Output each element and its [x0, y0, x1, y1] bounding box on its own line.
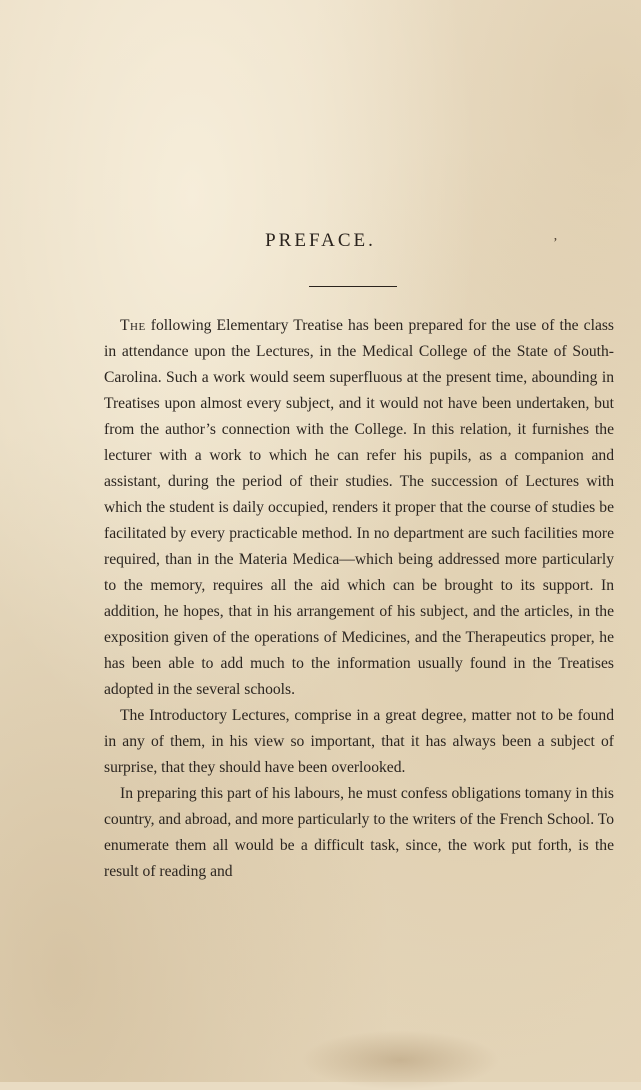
- paragraph-3-text: In preparing this part of his labours, he must confess obligations tomany in this country, and abroad, and more particularly to the writers of the French School. To enumerate them all would be a difficult task, since, the work put forth, is the result of reading and: [104, 785, 614, 880]
- paragraph-1-text: following Elementary Treatise has been prepared for the use of the class in attendance upon the Lectures, in the Medical College of the State of South-Carolina. Such a work would seem superfluous at the present time, abounding in Treatises upon almost every subject, and it would not have been undertaken, but from the author’s connection with the College. In this relation, it furnishes the lecturer with a work to which he can refer his pupils, as a companion and assistant, during the period of their studies. The succession of Lectures with which the student is daily occupied, renders it proper that the course of studies be facilitated by every practicable method. In no department are such facilities more required, than in the Materia Medica—which being addressed more particularly to the memory, requires all the aid which can be brought to its support. In addition, he hopes, that in his arrangement of his subject, and the articles, in the exposition given of the operations of Medicines, and the Therapeutics proper, he has been able to add much to the information usually found in the Treatises adopted in the several schools.: [104, 317, 614, 698]
- paragraph-2: [104, 703, 614, 781]
- paragraph-3: [104, 781, 614, 885]
- margin-mark: ’: [553, 236, 558, 251]
- paragraph-1-lead: The: [120, 317, 146, 334]
- preface-body: [104, 313, 614, 885]
- page-stain: [300, 1030, 500, 1090]
- title-rule: [309, 286, 397, 287]
- paragraph-2-text: The Introductory Lectures, comprise in a great degree, matter not to be found in any of them, in his view so important, that it has always been a subject of surprise, that they should have been overlooked.: [104, 707, 614, 776]
- page-title: PREFACE.: [265, 230, 376, 251]
- paragraph-1: [104, 313, 614, 703]
